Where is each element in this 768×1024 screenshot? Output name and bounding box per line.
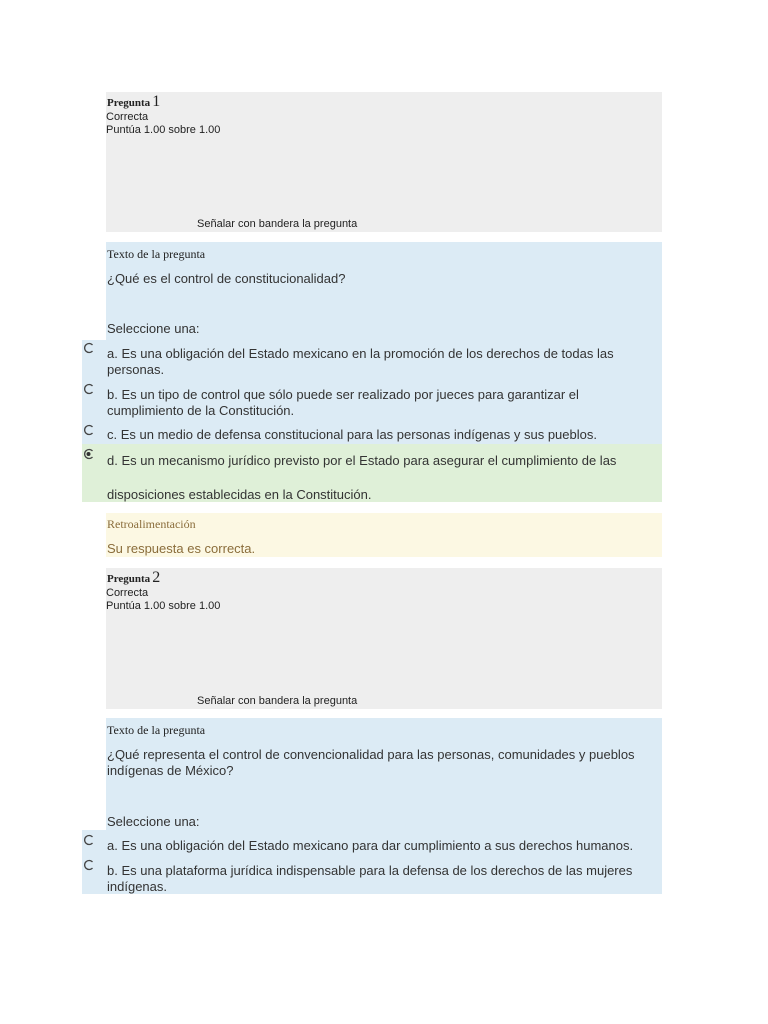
answer-option[interactable] <box>82 338 662 378</box>
question-text: ¿Qué representa el control de convencionalidad para las personas, comunidades y pueblos indígenas de México? <box>107 747 635 778</box>
question-label: Pregunta 2 <box>107 569 161 586</box>
answer-option[interactable] <box>82 855 662 894</box>
question-grade: Puntúa 1.00 sobre 1.00 <box>106 600 221 612</box>
answer-text: b. Es una plataforma jurídica indispensable para la defensa de los derechos de las mujeres indígenas. <box>107 863 633 894</box>
question-number: 2 <box>152 569 161 586</box>
radio-checked-icon[interactable] <box>83 448 95 460</box>
answer-option[interactable] <box>82 379 662 419</box>
flag-question-link[interactable]: Señalar con bandera la pregunta <box>197 218 358 230</box>
question-number: 1 <box>152 93 161 110</box>
answer-text-continued: disposiciones establecidas en la Constitución. <box>107 487 372 502</box>
question-info-2 <box>106 568 662 709</box>
question-text-label: Texto de la pregunta <box>107 723 206 737</box>
radio-empty-icon[interactable] <box>83 424 95 436</box>
question-text-label: Texto de la pregunta <box>107 247 206 261</box>
select-one-prompt: Seleccione una: <box>107 814 200 829</box>
feedback-text: Su respuesta es correcta. <box>107 541 256 556</box>
radio-empty-icon[interactable] <box>83 342 95 354</box>
answer-text: c. Es un medio de defensa constitucional para las personas indígenas y sus pueblos. <box>107 427 597 442</box>
question-grade: Puntúa 1.00 sobre 1.00 <box>106 124 221 136</box>
answer-option-correct[interactable] <box>82 444 662 502</box>
answer-text: a. Es una obligación del Estado mexicano en la promoción de los derechos de todas las personas. <box>107 346 614 377</box>
question-text: ¿Qué es el control de constitucionalidad? <box>107 271 346 286</box>
feedback-label: Retroalimentación <box>107 517 196 531</box>
question-label: Pregunta 1 <box>107 93 161 110</box>
question-info-1 <box>106 92 662 232</box>
feedback-block <box>106 513 662 557</box>
answer-option[interactable] <box>82 420 662 444</box>
radio-empty-icon[interactable] <box>83 383 95 395</box>
answer-option[interactable] <box>82 830 662 854</box>
radio-empty-icon[interactable] <box>83 859 95 871</box>
answer-text: d. Es un mecanismo jurídico previsto por el Estado para asegurar el cumplimiento de las <box>107 453 617 468</box>
question-state: Correcta <box>106 111 149 123</box>
answer-text: a. Es una obligación del Estado mexicano para dar cumplimiento a sus derechos humanos. <box>107 838 634 853</box>
radio-empty-icon[interactable] <box>83 834 95 846</box>
question-state: Correcta <box>106 587 149 599</box>
select-one-prompt: Seleccione una: <box>107 321 200 336</box>
flag-question-link[interactable]: Señalar con bandera la pregunta <box>197 695 358 707</box>
answer-text: b. Es un tipo de control que sólo puede ser realizado por jueces para garantizar el cumplimiento de la Constitución. <box>107 387 579 418</box>
